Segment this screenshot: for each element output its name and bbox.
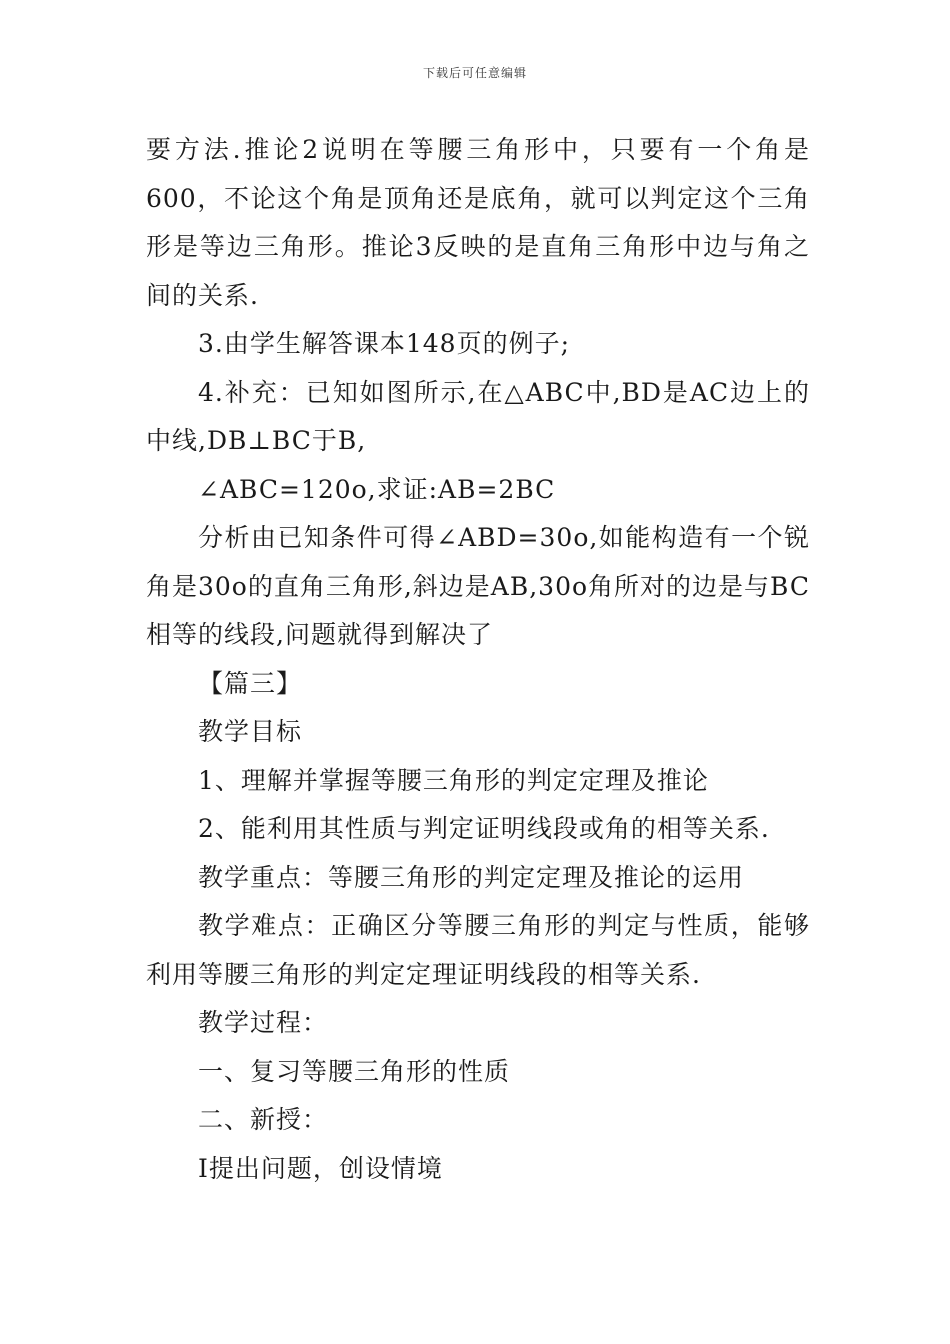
- paragraph: 4.补充：已知如图所示,在△ABC中,BD是AC边上的中线,DB⊥BC于B,: [146, 377, 810, 455]
- page-header: 下载后可任意编辑: [422, 66, 527, 80]
- paragraph: 3.由学生解答课本148页的例子;: [198, 329, 570, 358]
- paragraph: 分析由已知条件可得∠ABD=30o,如能构造有一个锐角是30o的直角三角形,斜边是AB,30o角所对的边是与BC相等的线段,问题就得到解决了: [146, 523, 811, 649]
- section-heading: 【篇三】: [198, 668, 303, 698]
- paragraph: 1、理解并掌握等腰三角形的判定定理及推论: [198, 765, 709, 795]
- paragraph: 要方法.推论2说明在等腰三角形中，只要有一个角是600，不论这个角是顶角还是底角，就可以判定这个三角形是等边三角形。推论3反映的是直角三角形中边与角之间的关系.: [146, 135, 810, 310]
- paragraph: 教学重点：等腰三角形的判定定理及推论的运用: [198, 862, 745, 892]
- paragraph: 2、能利用其性质与判定证明线段或角的相等关系.: [198, 814, 770, 843]
- paragraph: 教学难点：正确区分等腰三角形的判定与性质，能够利用等腰三角形的判定定理证明线段的相等关系.: [146, 911, 810, 989]
- paragraph: I提出问题，创设情境: [198, 1153, 443, 1183]
- paragraph: 教学过程：: [198, 1008, 329, 1037]
- paragraph: 二、新授：: [198, 1105, 329, 1134]
- document-body: [146, 126, 810, 1193]
- paragraph: 一、复习等腰三角形的性质: [198, 1056, 511, 1086]
- paragraph: ∠ABC=120o,求证:AB=2BC: [198, 474, 556, 504]
- paragraph: 教学目标: [198, 717, 303, 746]
